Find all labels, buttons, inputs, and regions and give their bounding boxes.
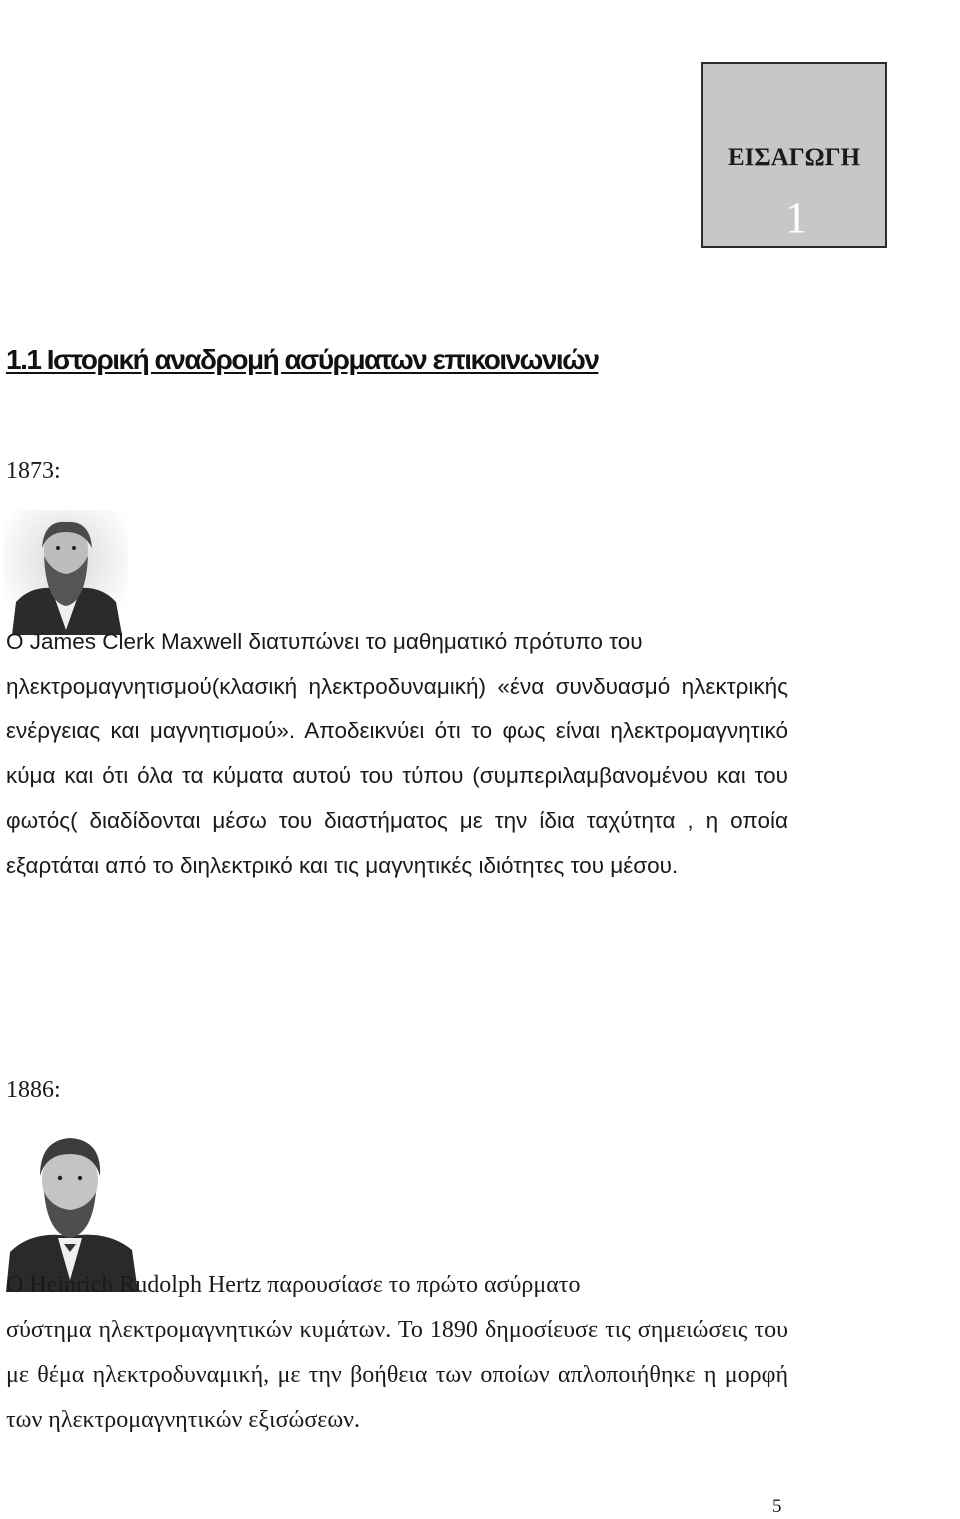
chapter-box [701,62,887,248]
chapter-title: ΕΙΣΑΓΩΓΗ [727,144,861,171]
page-number: 5 [772,1496,782,1517]
maxwell-lead: Ο James Clerk Maxwell διατυπώνει το μαθηματικό πρότυπο του [6,629,643,654]
year-label: 1873: [6,458,61,484]
hertz-paragraph [6,1263,788,1443]
hertz-lead: Ο Heinrich Rudolph Hertz παρουσίασε το πρώτο ασύρματο [6,1272,581,1298]
hertz-body: σύστημα ηλεκτρομαγνητικών κυμάτων. Το 1890 δημοσίευσε τις σημειώσεις του με θέμα ηλεκτροδυναμική, με την βοήθεια των οποίων απλοποιήθηκε η μορφή των ηλεκτρομαγνητικών εξισώσεων. [6,1317,788,1433]
maxwell-body: ηλεκτρομαγνητισμού(κλασική ηλεκτροδυναμική) «ένα συνδυασμό ηλεκτρικής ενέργειας και μαγνητισμού». Αποδεικνύει ότι το φως είναι ηλεκτρομαγνητικό κύμα και ότι όλα τα κύματα αυτού του τύπου (συμπεριλαμβανομένου και του φωτός( διαδίδονται μέσω του διαστήματος με την ίδια ταχύτητα , η οποία εξαρτάται από το διηλεκτρικό και τις μαγνητικές ιδιότητες του μέσου. [6,673,788,878]
year-label: 1886: [6,1077,61,1103]
section-heading: 1.1 Ιστορική αναδρομή ασύρματων επικοινωνιών [6,344,599,375]
maxwell-portrait [4,510,128,635]
maxwell-paragraph [6,620,788,888]
chapter-number: 1 [785,193,807,242]
